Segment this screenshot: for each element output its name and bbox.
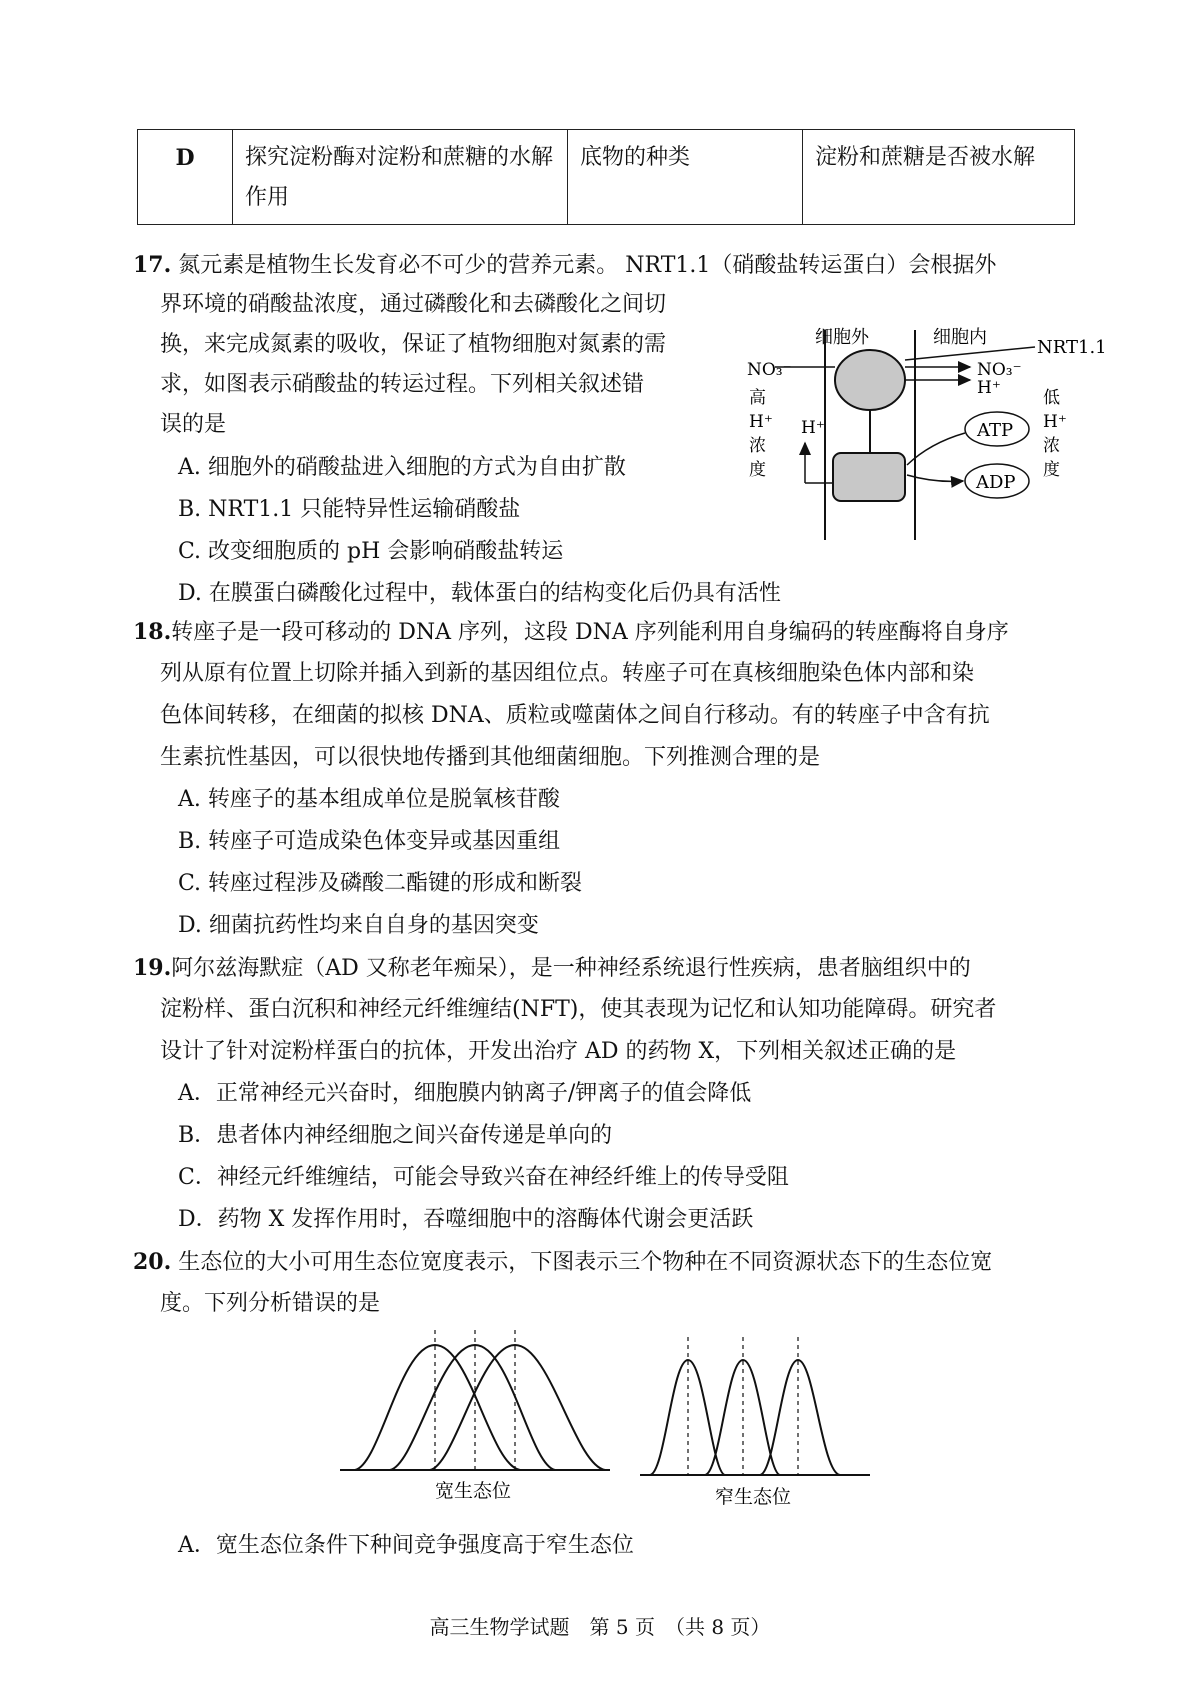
q17-option-b: B. NRT1.1 只能特异性运输硝酸盐 <box>178 497 521 522</box>
q17-option-d: D. 在膜蛋白磷酸化过程中，载体蛋白的结构变化后仍具有活性 <box>178 581 781 606</box>
q18-text-1: 转座子是一段可移动的 DNA 序列，这段 DNA 序列能利用自身编码的转座酶将自身序 <box>171 620 1009 645</box>
q17-option-a: A. 细胞外的硝酸盐进入细胞的方式为自由扩散 <box>178 455 626 480</box>
q17-stem-line5: 误的是 <box>160 412 227 437</box>
q19-option-d: D．药物 X 发挥作用时，吞噬细胞中的溶酶体代谢会更活跃 <box>178 1207 754 1232</box>
q20-number: 20. <box>133 1249 172 1275</box>
row-experiment: 探究淀粉酶对淀粉和蔗糖的水解作用 <box>233 130 568 225</box>
h-outside: H⁺ <box>801 418 825 438</box>
q17-option-c: C. 改变细胞质的 pH 会影响硝酸盐转运 <box>178 539 564 564</box>
nrt-label: NRT1.1 <box>1037 337 1107 358</box>
high-label-3: 浓 <box>749 436 766 456</box>
q18-option-b: B. 转座子可造成染色体变异或基因重组 <box>178 829 561 854</box>
row-observation: 淀粉和蔗糖是否被水解 <box>803 130 1075 225</box>
q20-option-a: A．宽生态位条件下种间竞争强度高于窄生态位 <box>178 1533 634 1558</box>
q19-option-a: A．正常神经元兴奋时，细胞膜内钠离子/钾离子的值会降低 <box>178 1081 752 1106</box>
q18-line3: 色体间转移，在细菌的拟核 DNA、质粒或噬菌体之间自行移动。有的转座子中含有抗 <box>160 703 990 728</box>
q17-stem-line1 <box>133 245 1088 286</box>
outside-label: 细胞外 <box>815 327 869 348</box>
low-label-4: 度 <box>1043 460 1060 480</box>
adp-label: ADP <box>976 472 1016 493</box>
page-footer: 高三生物学试题 第 5 页 （共 8 页） <box>429 1615 771 1639</box>
no3-outside: NO₃⁻ <box>747 360 792 380</box>
q18-line4: 生素抗性基因，可以很快地传播到其他细菌细胞。下列推测合理的是 <box>160 745 821 770</box>
h-inside: H⁺ <box>977 378 1001 398</box>
high-label-2: H⁺ <box>749 412 773 432</box>
high-label-1: 高 <box>749 388 766 408</box>
q18-option-c: C. 转座过程涉及磷酸二酯键的形成和断裂 <box>178 871 583 896</box>
q17-stem-line2: 界环境的硝酸盐浓度，通过磷酸化和去磷酸化之间切 <box>160 292 667 317</box>
no3-inside: NO₃⁻ <box>977 360 1022 380</box>
q19-text-1: 阿尔兹海默症（AD 又称老年痴呆），是一种神经系统退行性疾病，患者脑组织中的 <box>171 956 971 981</box>
narrow-niche-chart <box>640 1337 870 1508</box>
q18-option-d: D. 细菌抗药性均来自自身的基因突变 <box>178 913 539 938</box>
wide-curve-2 <box>390 1345 555 1470</box>
wide-niche-label: 宽生态位 <box>435 1480 512 1502</box>
q18-line2: 列从原有位置上切除并插入到新的基因组位点。转座子可在真核细胞染色体内部和染 <box>160 661 975 686</box>
wide-curve-3 <box>430 1345 605 1470</box>
q17-number: 17. <box>133 252 172 278</box>
q20-line1 <box>133 1242 1088 1283</box>
q17-text-1: 氮元素是植物生长发育必不可少的营养元素。 NRT1.1（硝酸盐转运蛋白）会根据外 <box>178 253 997 278</box>
q19-line2: 淀粉样、蛋白沉积和神经元纤维缠结(NFT)，使其表现为记忆和认知功能障碍。研究者 <box>160 997 997 1022</box>
nitrate-transport-diagram <box>745 325 1135 545</box>
q19-option-c: C．神经元纤维缠结，可能会导致兴奋在神经纤维上的传导受阻 <box>178 1165 789 1190</box>
row-variable: 底物的种类 <box>568 130 803 225</box>
q17-stem-line3: 换，来完成氮素的吸收，保证了植物细胞对氮素的需 <box>160 332 667 357</box>
nrt-protein <box>835 350 905 410</box>
q19-line3: 设计了针对淀粉样蛋白的抗体，开发出治疗 AD 的药物 X，下列相关叙述正确的是 <box>160 1039 957 1064</box>
proton-pump <box>833 453 905 501</box>
q19-line1 <box>133 948 1088 989</box>
experiment-table <box>137 129 1075 225</box>
q19-number: 19. <box>133 955 172 981</box>
inside-label: 细胞内 <box>933 327 987 348</box>
low-label-1: 低 <box>1043 388 1060 408</box>
atp-label: ATP <box>977 420 1014 441</box>
high-label-4: 度 <box>749 460 766 480</box>
q18-number: 18. <box>133 619 172 645</box>
low-label-2: H⁺ <box>1043 412 1067 432</box>
table-row <box>138 130 1075 225</box>
narrow-niche-label: 窄生态位 <box>715 1486 792 1508</box>
q17-stem-line4: 求，如图表示硝酸盐的转运过程。下列相关叙述错 <box>160 372 645 397</box>
row-letter: D <box>138 130 233 225</box>
q19-option-b: B．患者体内神经细胞之间兴奋传递是单向的 <box>178 1123 613 1148</box>
q20-text-1: 生态位的大小可用生态位宽度表示，下图表示三个物种在不同资源状态下的生态位宽 <box>178 1250 993 1275</box>
wide-curve-1 <box>355 1345 520 1470</box>
q20-line2: 度。下列分析错误的是 <box>160 1291 381 1316</box>
wide-niche-chart <box>340 1330 610 1502</box>
q18-option-a: A. 转座子的基本组成单位是脱氧核苷酸 <box>178 787 560 812</box>
niche-width-diagram <box>320 1325 880 1515</box>
low-label-3: 浓 <box>1043 436 1060 456</box>
q18-line1 <box>133 612 1088 653</box>
nrt-pointer <box>905 347 1035 360</box>
